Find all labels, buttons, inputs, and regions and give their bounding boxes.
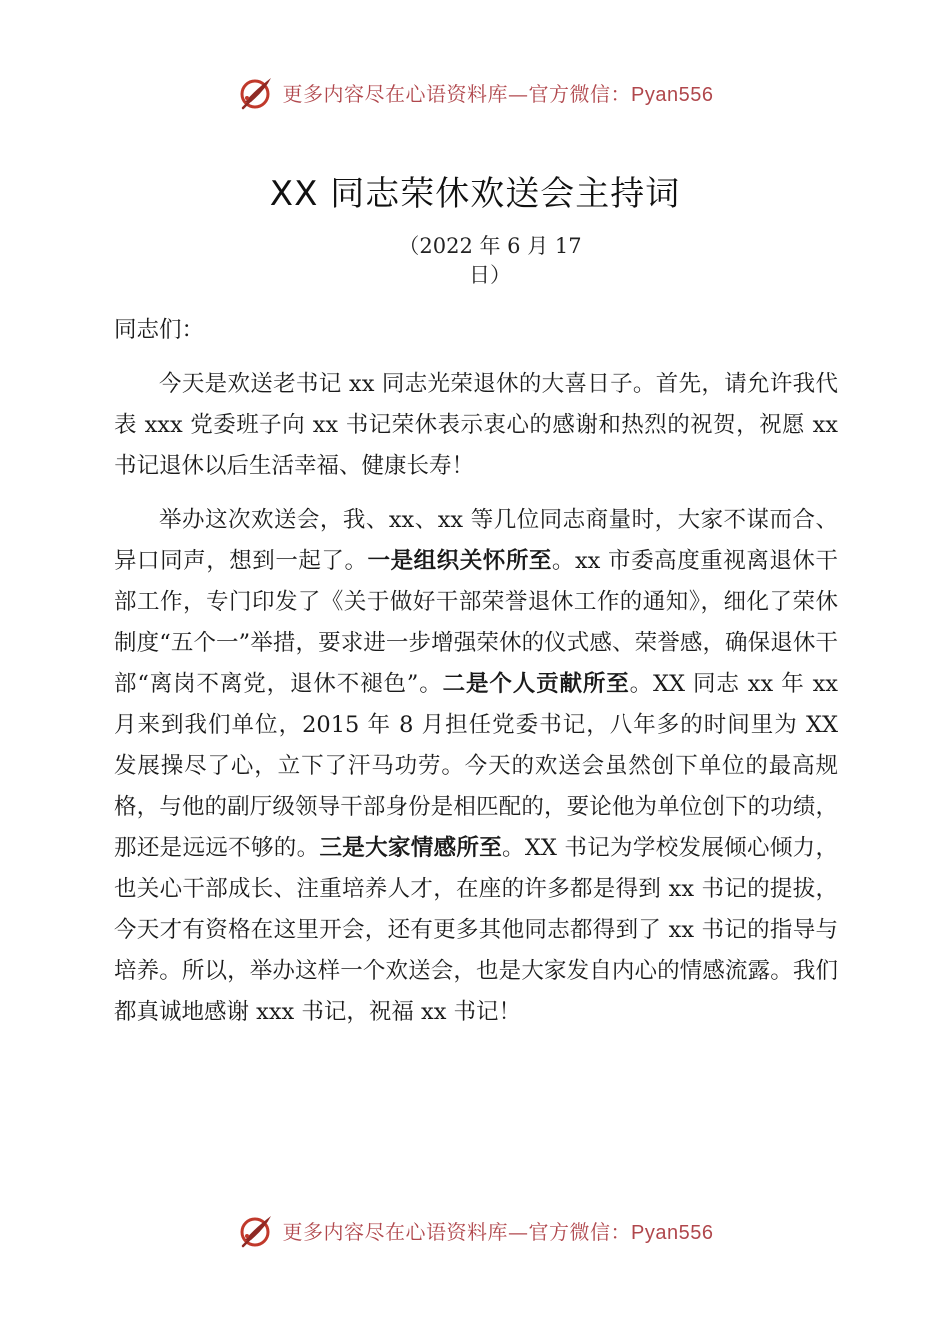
- banner-label: 更多内容尽在心语资料库—官方微信：: [282, 1219, 632, 1244]
- greeting: 同志们：: [114, 317, 205, 343]
- quill-pen-logo-icon: [237, 72, 277, 112]
- header-banner: [0, 70, 950, 114]
- quill-pen-logo-icon: [237, 1210, 277, 1250]
- paragraph-2-text-4: 。XX 书记为学校发展倾心倾力，也关心干部成长、注重培养人才，在座的许多都是得到 xx 书记的提拔，今天才有资格在这里开会，还有更多其他同志都得到了 xx 书记的指导与培养。所以，举办这样一个欢送会，也是大家发自内心的情感流露。我们都真诚地感谢 xxx 书记，祝福 xx 书记！: [114, 835, 838, 1025]
- paragraph-2-text-2: 。xx 市委高度重视离退休干部工作，专门印发了《关于做好干部荣誉退休工作的通知》，细化了荣休制度“五个一”举措，要求进一步增强荣休的仪式感、荣誉感，确保退休干部“离岗不离党，退休不褪色”。: [114, 548, 838, 697]
- document-title: XX 同志荣休欢送会主持词: [269, 174, 681, 214]
- paragraph-2-text-1: 举办这次欢送会，我、xx、xx 等几位同志商量时，大家不谋而合、异口同声，想到一起了。: [114, 507, 838, 574]
- document-date: （2022 年 6 月 17 日）: [398, 234, 582, 287]
- banner-label: 更多内容尽在心语资料库—官方微信：: [282, 81, 632, 106]
- footer-banner: [0, 1208, 950, 1252]
- banner-wechat-id: Pyan556: [631, 83, 714, 106]
- document-body: [114, 310, 838, 1033]
- paragraph-1: 今天是欢送老书记 xx 同志光荣退休的大喜日子。首先，请允许我代表 xxx 党委班子向 xx 书记荣休表示衷心的感谢和热烈的祝贺，祝愿 xx 书记退休以后生活幸福、健康长寿！: [114, 371, 838, 479]
- banner-wechat-id: Pyan556: [631, 1221, 714, 1244]
- point-2-heading: 二是个人贡献所至: [442, 671, 630, 697]
- banner-text: [283, 1216, 714, 1245]
- paragraph-2-text-3: 。XX 同志 xx 年 xx 月来到我们单位，2015 年 8 月担任党委书记，八年多的时间里为 XX 发展操尽了心，立下了汗马功劳。今天的欢送会虽然创下单位的最高规格，与他的副厅级领导干部身份是相匹配的，要论他为单位创下的功绩，那还是远远不够的。: [114, 671, 838, 861]
- paragraph-2: [114, 500, 838, 1033]
- point-3-heading: 三是大家情感所至: [319, 835, 503, 861]
- point-1-heading: 一是组织关怀所至: [367, 548, 552, 574]
- banner-text: [283, 78, 714, 107]
